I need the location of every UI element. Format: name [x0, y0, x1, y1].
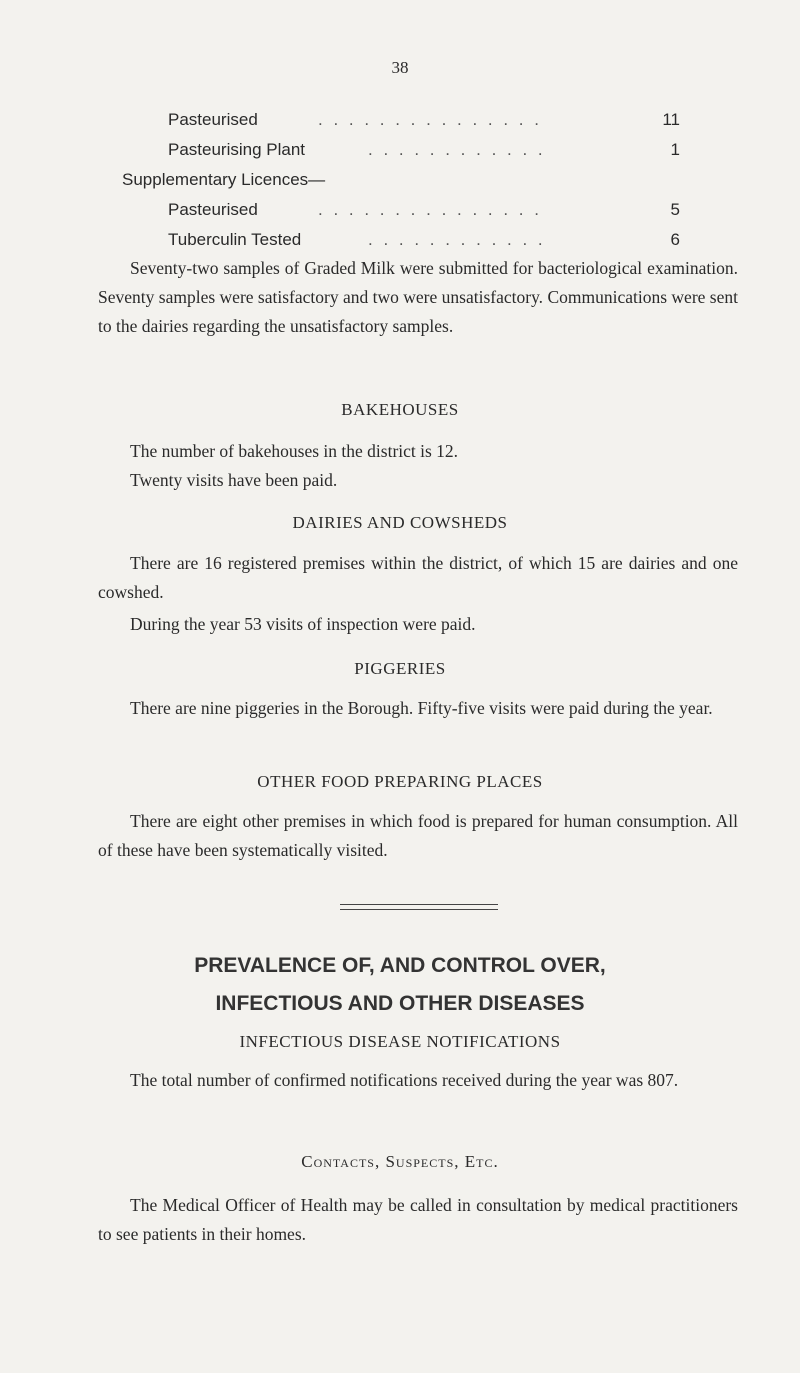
licence-row — [122, 170, 690, 200]
notifications-paragraph: The total number of confirmed notifications received during the year was 807. — [130, 1070, 679, 1090]
licence-value: 5 — [670, 200, 680, 219]
leader-dots: . . . . . . . . . . . . . . . — [318, 110, 542, 129]
graded-milk-paragraph: Seventy-two samples of Graded Milk were submitted for bacteriological examination. Seventy samples were satisfactory and two were unsatisfactory. Communications were sent to the dairies regarding the unsatisfactory samples. — [98, 258, 738, 336]
notifications-heading: INFECTIOUS DISEASE NOTIFICATIONS — [239, 1032, 561, 1051]
leader-dots: . . . . . . . . . . . . . . . — [318, 200, 542, 219]
licence-label: Pasteurising Plant — [168, 140, 306, 159]
licence-value: 11 — [662, 110, 680, 129]
dairies-paragraph-2: During the year 53 visits of inspection were paid. — [130, 614, 476, 634]
leader-dots: . . . . . . . . . . . . — [368, 230, 546, 249]
section-divider — [340, 904, 498, 905]
other-food-paragraph: There are eight other premises in which food is prepared for human consumption. All of these have been systematically visited. — [98, 811, 738, 860]
licence-label: Supplementary Licences— — [122, 170, 326, 189]
prevalence-heading-line-1: PREVALENCE OF, AND CONTROL OVER, — [194, 954, 606, 977]
bakehouses-heading: BAKEHOUSES — [341, 400, 459, 419]
licence-label: Pasteurised — [168, 200, 258, 219]
licence-row — [130, 110, 690, 140]
piggeries-heading: PIGGERIES — [354, 659, 446, 678]
piggeries-paragraph: There are nine piggeries in the Borough. Fifty-five visits were paid during the year. — [130, 698, 713, 718]
contacts-paragraph: The Medical Officer of Health may be called in consultation by medical practitioners to see patients in their homes. — [98, 1195, 738, 1244]
licence-label: Pasteurised — [168, 110, 258, 129]
licence-value: 1 — [670, 140, 680, 159]
page-number: 38 — [391, 58, 409, 77]
section-divider — [340, 909, 498, 910]
contacts-heading: Contacts, Suspects, Etc. — [301, 1152, 499, 1171]
bakehouses-paragraph-2: Twenty visits have been paid. — [130, 470, 338, 490]
dairies-heading: DAIRIES AND COWSHEDS — [292, 513, 508, 532]
prevalence-heading-line-2: INFECTIOUS AND OTHER DISEASES — [215, 992, 585, 1015]
dairies-paragraph-1: There are 16 registered premises within the district, of which 15 are dairies and one cowshed. — [98, 553, 738, 602]
licence-label: Tuberculin Tested — [168, 230, 302, 249]
licence-row — [130, 140, 690, 170]
other-food-heading: OTHER FOOD PREPARING PLACES — [257, 772, 543, 791]
leader-dots: . . . . . . . . . . . . — [368, 140, 546, 159]
licence-table — [122, 110, 690, 260]
bakehouses-paragraph-1: The number of bakehouses in the district is 12. — [130, 441, 459, 461]
licence-row — [130, 200, 690, 230]
licence-value: 6 — [670, 230, 680, 249]
